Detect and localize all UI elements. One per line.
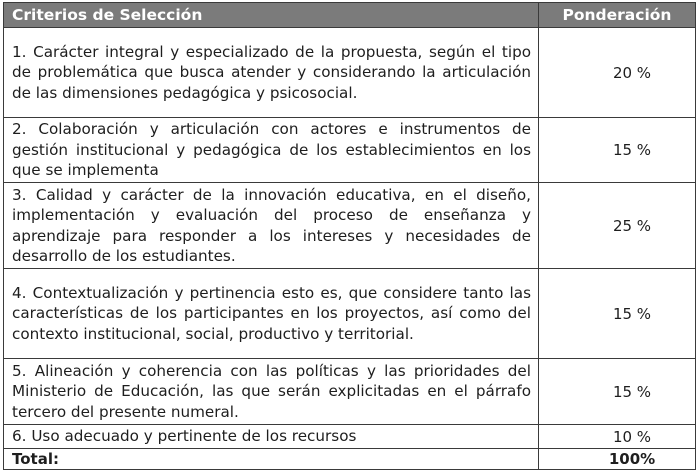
table-row — [4, 28, 696, 118]
table-row — [4, 425, 696, 449]
total-row — [4, 449, 696, 470]
total-value: 100% — [539, 449, 696, 470]
table-row — [4, 118, 696, 183]
criterion-cell: 5. Alineación y coherencia con las políticas y las prioridades del Ministerio de Educación, las que serán explicitadas en el párrafo tercero del presente numeral. — [4, 359, 539, 425]
table-row — [4, 269, 696, 359]
criteria-column-header: Criterios de Selección — [4, 3, 539, 28]
weight-column-header: Ponderación — [539, 3, 696, 28]
criterion-cell: 3. Calidad y carácter de la innovación educativa, en el diseño, implementación y evaluación del proceso de enseñanza y aprendizaje para responder a los intereses y necesidades de desarrollo de los estudiantes. — [4, 183, 539, 269]
total-label: Total: — [4, 449, 539, 470]
table-row — [4, 359, 696, 425]
criterion-cell: 2. Colaboración y articulación con actores e instrumentos de gestión institucional y pedagógica de los establecimientos en los que se implementa — [4, 118, 539, 183]
criterion-cell: 6. Uso adecuado y pertinente de los recursos — [4, 425, 539, 449]
criterion-cell: 4. Contextualización y pertinencia esto es, que considere tanto las características de los participantes en los proyectos, así como del contexto institucional, social, productivo y territorial. — [4, 269, 539, 359]
weight-cell: 15 % — [539, 118, 696, 183]
criterion-cell: 1. Carácter integral y especializado de la propuesta, según el tipo de problemática que busca atender y considerando la articulación de las dimensiones pedagógica y psicosocial. — [4, 28, 539, 118]
weight-cell: 10 % — [539, 425, 696, 449]
weight-cell: 15 % — [539, 269, 696, 359]
weight-cell: 20 % — [539, 28, 696, 118]
table-header-row — [4, 3, 696, 28]
weight-cell: 25 % — [539, 183, 696, 269]
table-row — [4, 183, 696, 269]
selection-criteria-table — [3, 2, 696, 470]
weight-cell: 15 % — [539, 359, 696, 425]
